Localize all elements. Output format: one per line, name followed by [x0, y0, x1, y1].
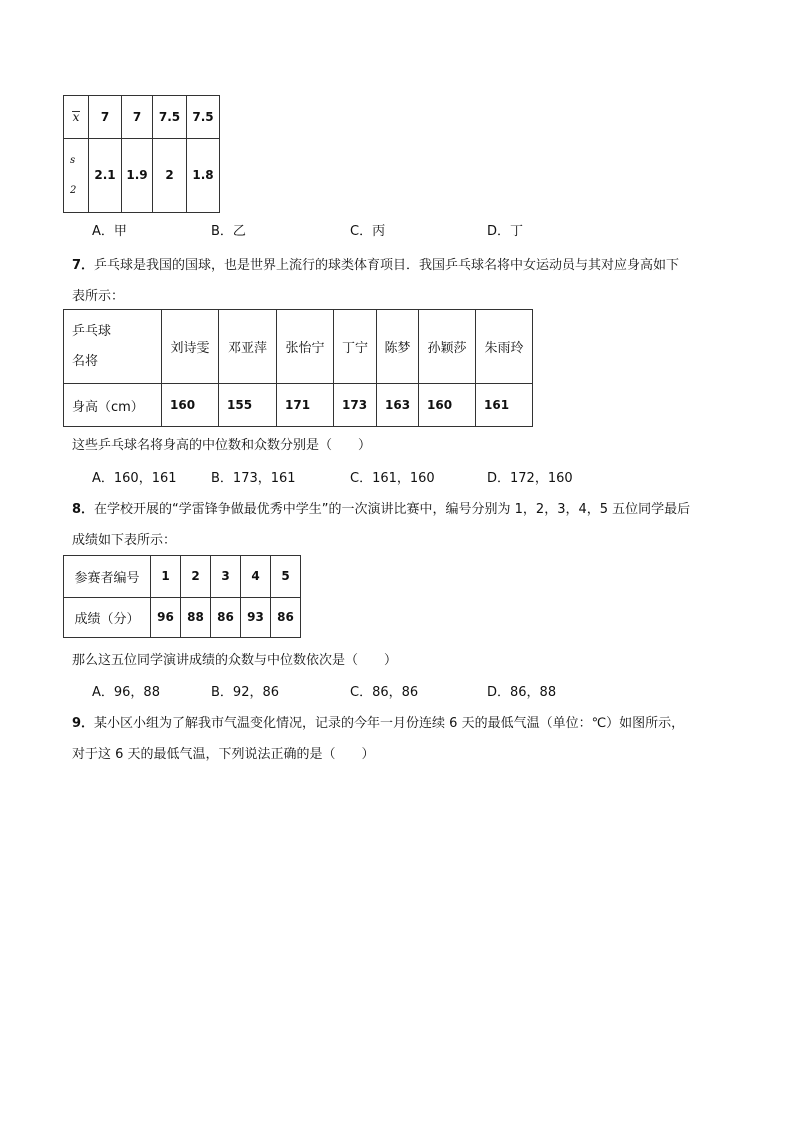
q6-cell: 1.8	[187, 139, 220, 213]
q6-option-a[interactable]: A．甲	[92, 224, 127, 239]
q8-id-cell: 5	[271, 556, 301, 598]
q8-stem: 在学校开展的“学雷锋争做最优秀中学生”的一次演讲比赛中，编号分别为 1，2，3，4，5 五位同学最后	[94, 502, 691, 517]
q7-name-cell: 邓亚萍	[219, 310, 277, 384]
q8-score-table	[63, 555, 301, 638]
q7-number: 7．	[72, 258, 95, 273]
q8-stem-line1	[72, 498, 690, 517]
q6-cell: 7.5	[153, 96, 187, 139]
q8-number: 8．	[72, 502, 95, 517]
q8-option-d[interactable]: D．86，88	[487, 685, 557, 700]
q8-question: 那么这五位同学演讲成绩的众数与中位数依次是（ ）	[72, 653, 398, 668]
q7-height-table	[63, 309, 533, 427]
q9-number: 9．	[72, 716, 95, 731]
q7-name-cell: 刘诗雯	[162, 310, 219, 384]
q7-name-cell: 丁宁	[334, 310, 377, 384]
q7-stem-line1	[72, 254, 679, 273]
q8-score-cell: 86	[271, 598, 301, 638]
q7-name-cell: 孙颖莎	[419, 310, 476, 384]
q7-height-label: 身高（cm）	[64, 384, 162, 427]
q6-stats-table	[63, 95, 220, 213]
s-squared-symbol: s 2	[70, 155, 77, 196]
q7-option-c[interactable]: C．161，160	[350, 471, 435, 486]
q8-option-a[interactable]: A．96，88	[92, 685, 160, 700]
q8-id-cell: 4	[241, 556, 271, 598]
q7-stem: 乒乓球是我国的国球，也是世界上流行的球类体育项目．我国乒乓球名将中女运动员与其对应身高如下	[94, 258, 680, 273]
q7-name-cell: 陈梦	[377, 310, 419, 384]
q6-xbar-label-cell	[64, 96, 89, 139]
q8-id-label: 参赛者编号	[64, 556, 151, 598]
q9-stem-line1	[72, 712, 684, 731]
q8-score-cell: 88	[181, 598, 211, 638]
q7-height-cell: 173	[334, 384, 377, 427]
q7-height-cell: 171	[277, 384, 334, 427]
q7-stem-line2: 表所示：	[72, 289, 125, 304]
q8-id-cell: 1	[151, 556, 181, 598]
q7-option-a[interactable]: A．160，161	[92, 471, 177, 486]
q6-cell: 1.9	[122, 139, 153, 213]
q7-option-b[interactable]: B．173，161	[211, 471, 296, 486]
q6-cell: 2	[153, 139, 187, 213]
q7-option-d[interactable]: D．172，160	[487, 471, 573, 486]
q6-cell: 7	[89, 96, 122, 139]
q6-option-b[interactable]: B．乙	[211, 224, 246, 239]
q8-stem-line2: 成绩如下表所示：	[72, 533, 177, 548]
q8-score-cell: 96	[151, 598, 181, 638]
q8-id-cell: 3	[211, 556, 241, 598]
q8-id-cell: 2	[181, 556, 211, 598]
q7-name-cell: 朱雨玲	[476, 310, 533, 384]
q8-score-cell: 93	[241, 598, 271, 638]
q9-stem-line2: 对于这 6 天的最低气温，下列说法正确的是（ ）	[72, 747, 375, 762]
q7-height-cell: 163	[377, 384, 419, 427]
q8-score-label: 成绩（分）	[64, 598, 151, 638]
q9-stem: 某小区小组为了解我市气温变化情况，记录的今年一月份连续 6 天的最低气温（单位：℃）如图所示，	[94, 716, 685, 731]
q7-height-cell: 160	[162, 384, 219, 427]
q6-cell: 7	[122, 96, 153, 139]
q7-height-cell: 160	[419, 384, 476, 427]
q6-cell: 7.5	[187, 96, 220, 139]
q6-option-c[interactable]: C．丙	[350, 224, 386, 239]
q7-question: 这些乒乓球名将身高的中位数和众数分别是（ ）	[72, 438, 372, 453]
q8-option-b[interactable]: B．92，86	[211, 685, 280, 700]
q7-height-cell: 155	[219, 384, 277, 427]
q7-height-cell: 161	[476, 384, 533, 427]
q7-name-cell: 张怡宁	[277, 310, 334, 384]
q6-option-d[interactable]: D．丁	[487, 224, 524, 239]
q8-option-c[interactable]: C．86，86	[350, 685, 419, 700]
q8-score-cell: 86	[211, 598, 241, 638]
q7-header-label: 乒乓球 名将	[64, 310, 162, 384]
q6-s2-label-cell	[64, 139, 89, 213]
x-bar-symbol: x	[72, 109, 80, 124]
q6-cell: 2.1	[89, 139, 122, 213]
